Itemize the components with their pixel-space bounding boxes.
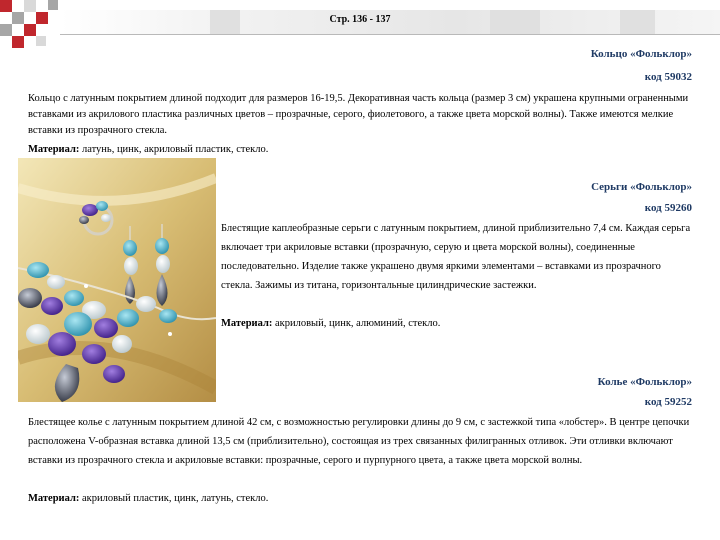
header-divider	[60, 34, 720, 35]
ring-material-value: латунь, цинк, акриловый пластик, стекло.	[79, 144, 269, 155]
earrings-description-text: Блестящие каплеобразные серьги с латунным покрытием, длиной приблизительно 7,4 см. Каждая серьга включает три акриловые вставки (прозрачную, серую и цвета морской волны), соединенные последовательно. Изделие также украшено двумя яркими элементами – вставками из прозрачного стекла. Зажимы из титана, горизонтальные цилиндрические застежки.	[221, 223, 691, 291]
necklace-code: код 59252	[644, 396, 692, 408]
necklace-material-value: акриловый пластик, цинк, латунь, стекло.	[79, 493, 269, 504]
ring-description-text: Кольцо с латунным покрытием длиной подходит для размеров 16-19,5. Декоративная часть кольца (размер 3 см) украшена крупными ограненными вставками из акрилового пластика различных цветов – прозрачные, серого, фиолетового, а также цвета морской волны). Также имеются мелкие вставки из прозрачного стекла.	[28, 93, 689, 136]
necklace-title: Колье «Фольклор»	[597, 376, 692, 388]
necklace-description-text: Блестящее колье с латунным покрытием длиной 42 см, с возможностью регулировки длины до 9 см, с застежкой типа «лобстер». В центре цепочки расположена V-образная вставка длиной 13,5 см (приблизительно), состоящая из трех связанных филигранных отливок. Эти отливки включают вставки из прозрачного стекла и акриловые вставки: прозрачные, серого и пурпурного цвета, а также цвета морской волны.	[28, 417, 690, 466]
ring-title: Кольцо «Фольклор»	[590, 48, 692, 60]
page-range: Стр. 136 - 137	[329, 14, 391, 25]
jewelry-photo	[18, 158, 216, 402]
ring-material-label: Материал:	[28, 144, 80, 155]
earrings-material-value: акриловый, цинк, алюминий, стекло.	[272, 318, 441, 329]
earrings-material-label: Материал:	[221, 318, 273, 329]
ring-description	[28, 91, 696, 139]
earrings-title: Серьги «Фольклор»	[591, 181, 692, 193]
earrings-code: код 59260	[644, 202, 692, 214]
necklace-material	[28, 489, 696, 508]
ring-code: код 59032	[644, 71, 692, 83]
ring-material	[28, 140, 696, 159]
necklace-material-label: Материал:	[28, 493, 80, 504]
earrings-material	[221, 314, 695, 333]
earrings-description	[221, 219, 695, 295]
necklace-description	[28, 413, 696, 470]
